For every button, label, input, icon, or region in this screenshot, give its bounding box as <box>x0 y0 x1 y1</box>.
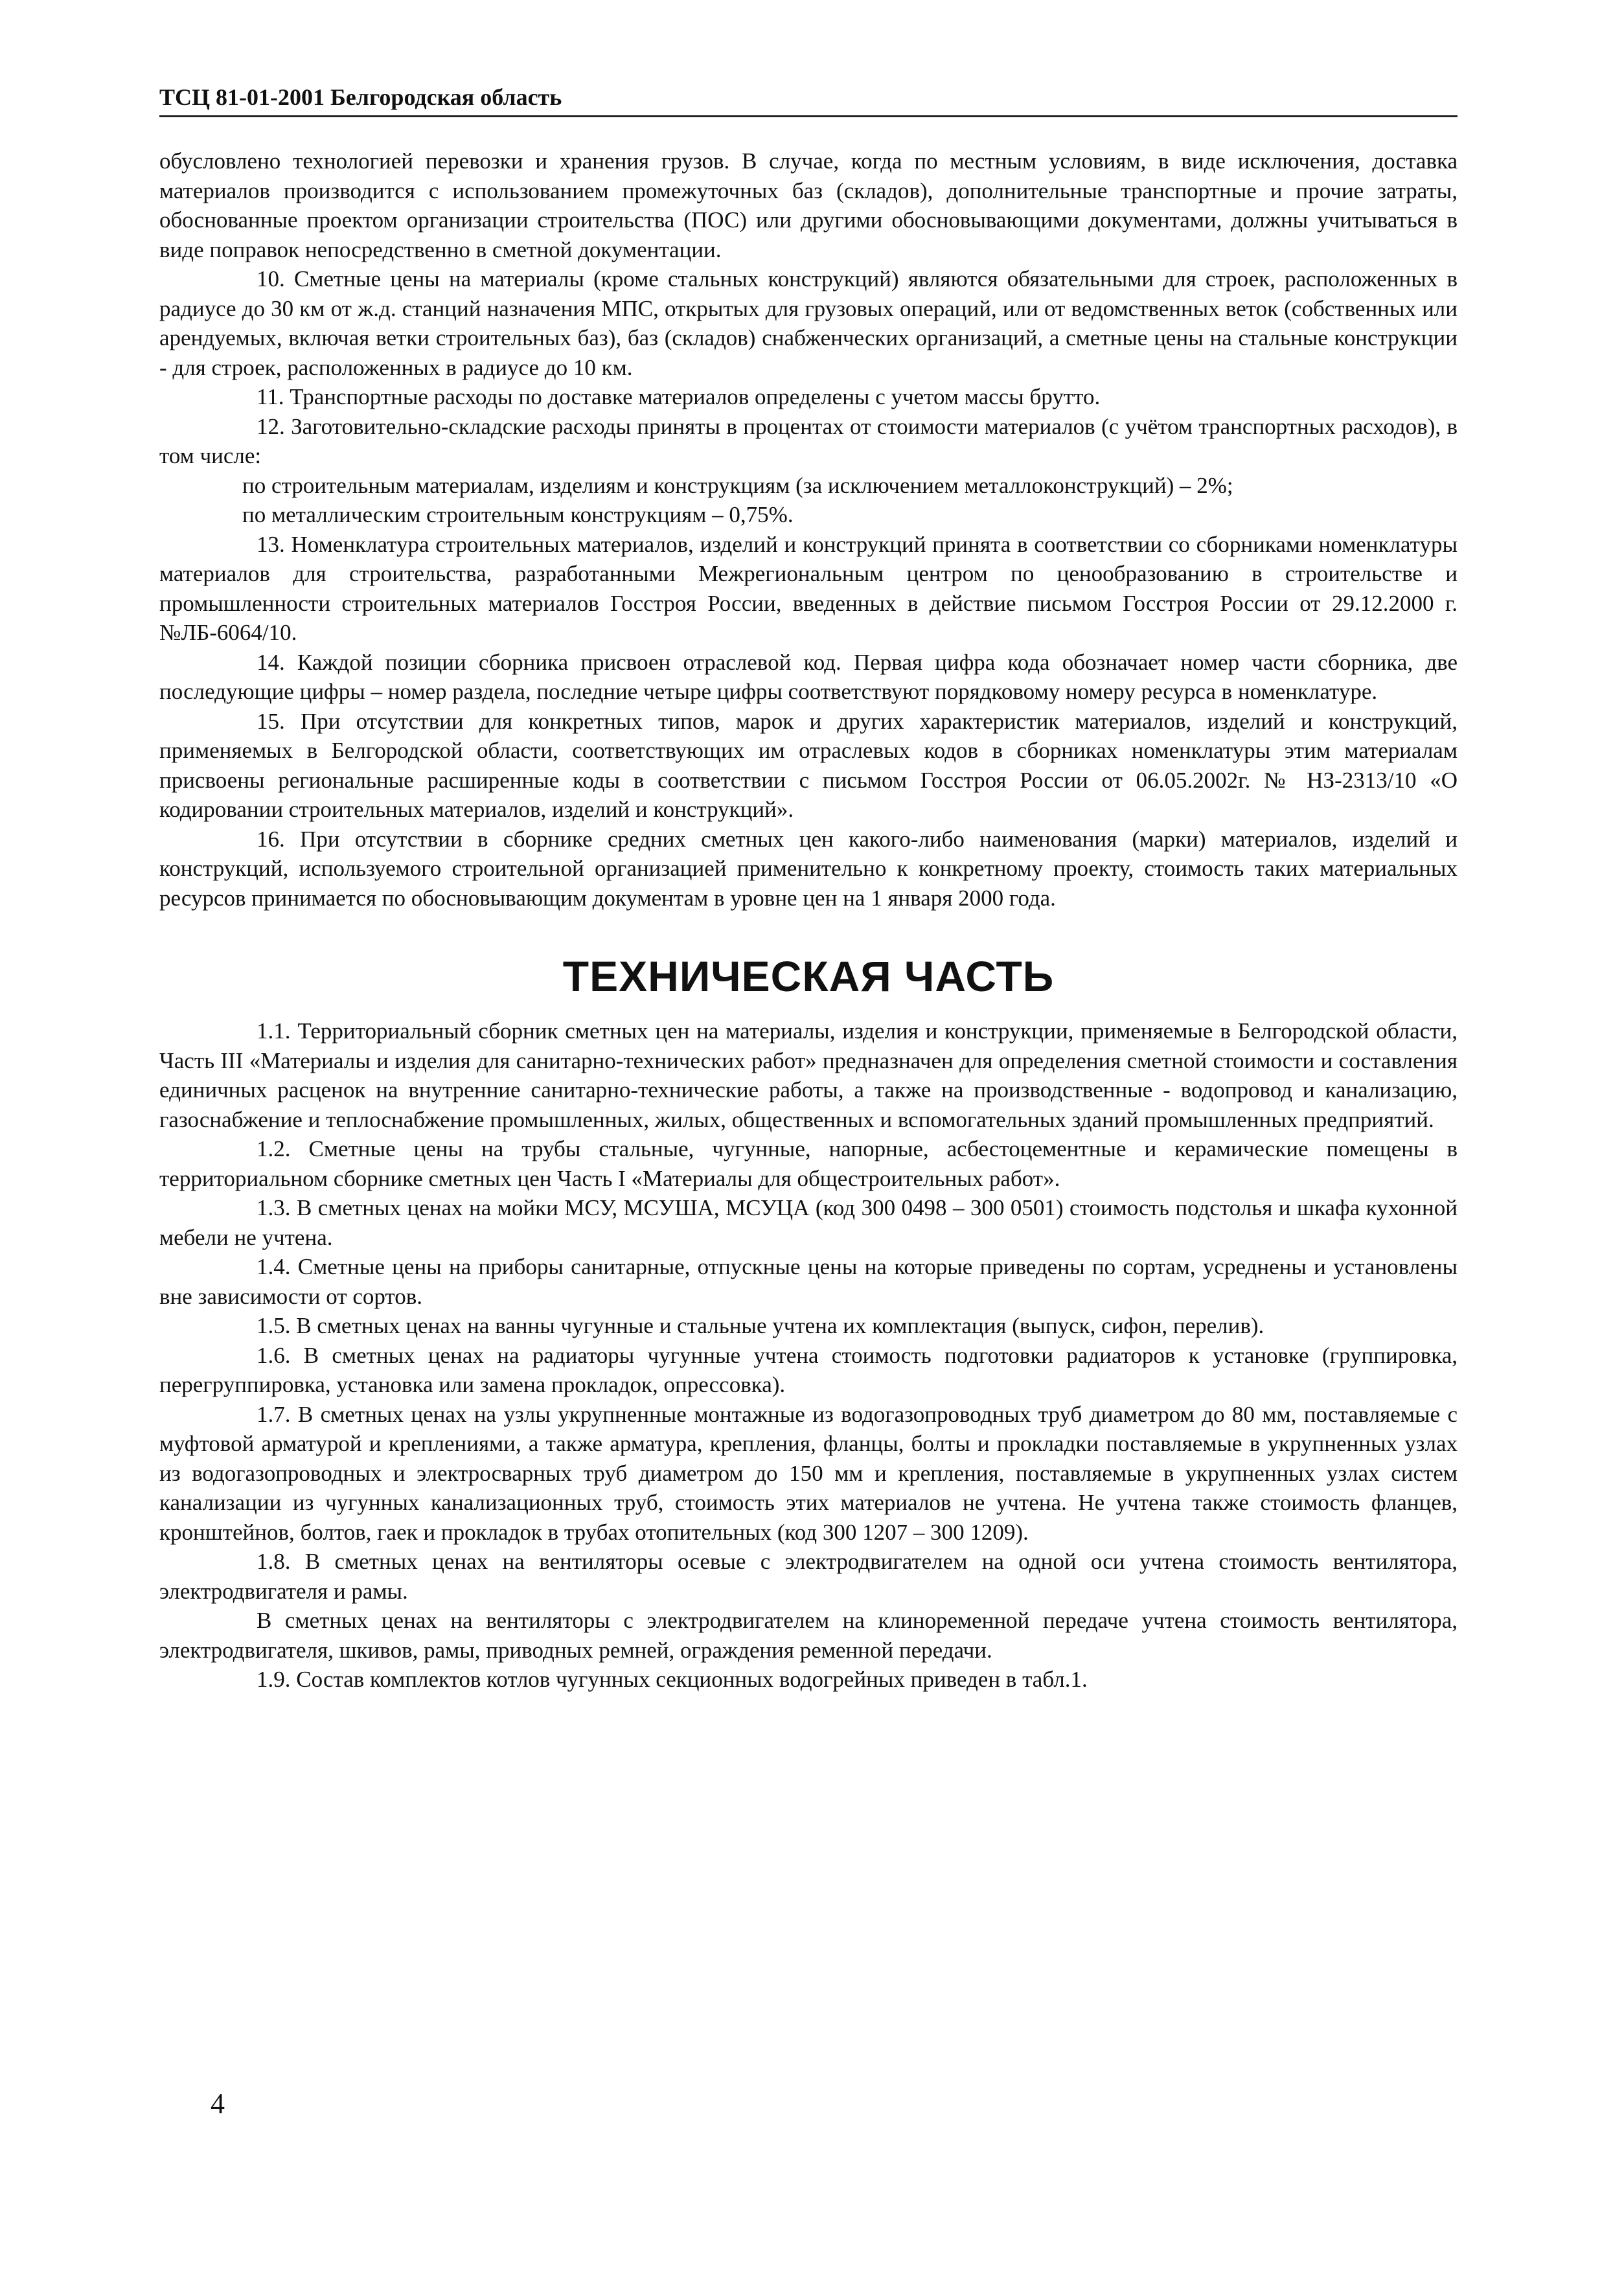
tech-paragraph-1-6: 1.6. В сметных ценах на радиаторы чугунные учтена стоимость подготовки радиаторов к установке (группировка, перегруппировка, установка или замена прокладок, опрессовка). <box>159 1342 1458 1397</box>
page-number: 4 <box>211 2088 225 2119</box>
page-body <box>159 146 1458 1695</box>
paragraph-10: 10. Сметные цены на материалы (кроме стальных конструкций) являются обязательными для строек, расположенных в радиусе до 30 км от ж.д. станций назначения МПС, открытых для грузовых операций, или от ведомственных веток (собственных или арендуемых, включая ветки строительных баз), баз (складов) снабженческих организаций, а сметные цены на стальные конструкции - для строек, расположенных в радиусе до 10 км. <box>159 266 1458 380</box>
paragraph-12-item-2: по металлическим строительным конструкциям – 0,75%. <box>242 502 794 527</box>
paragraph-continuation: обусловлено технологией перевозки и хранения грузов. В случае, когда по местным условиям, в виде исключения, доставка материалов производится с использованием промежуточных баз (складов), дополнительные транспортные и прочие затраты, обоснованные проектом организации строительства (ПОС) или другими обосновывающими документами, должны учитываться в виде поправок непосредственно в сметной документации. <box>159 148 1458 262</box>
paragraph-12-item-1: по строительным материалам, изделиям и конструкциям (за исключением металлоконструкций) – 2%; <box>242 472 1233 498</box>
tech-paragraph-1-8-cont: В сметных ценах на вентиляторы с электродвигателем на клиноременной передаче учтена стоимость вентилятора, электродвигателя, шкивов, рамы, приводных ремней, ограждения ременной передачи. <box>159 1608 1458 1663</box>
tech-paragraph-1-9: 1.9. Состав комплектов котлов чугунных секционных водогрейных приведен в табл.1. <box>257 1667 1088 1692</box>
tech-paragraph-1-8: 1.8. В сметных ценах на вентиляторы осевые с электродвигателем на одной оси учтена стоимость вентилятора, электродвигателя и рамы. <box>159 1549 1458 1604</box>
paragraph-15: 15. При отсутствии для конкретных типов, марок и других характеристик материалов, изделий и конструкций, применяемых в Белгородской области, соответствующих им отраслевых кодов в сборниках номенклатуры этим материалам присвоены региональные расширенные коды в соответствии с письмом Госстроя России от 06.05.2002г. № НЗ-2313/10 «О кодировании строительных материалов, изделий и конструкций». <box>159 708 1458 822</box>
tech-paragraph-1-5: 1.5. В сметных ценах на ванны чугунные и стальные учтена их комплектация (выпуск, сифон, перелив). <box>257 1313 1264 1338</box>
tech-paragraph-1-2: 1.2. Сметные цены на трубы стальные, чугунные, напорные, асбестоцементные и керамические помещены в территориальном сборнике сметных цен Часть I «Материалы для общестроительных работ». <box>159 1136 1458 1191</box>
paragraph-13: 13. Номенклатура строительных материалов, изделий и конструкций принята в соответствии со сборниками номенклатуры материалов для строительства, разработанными Межрегиональным центром по ценообразованию в строительстве и промышленности строительных материалов Госстроя России, введенных в действие письмом Госстроя России от 29.12.2000 г. №ЛБ-6064/10. <box>159 531 1458 645</box>
section-heading: ТЕХНИЧЕСКАЯ ЧАСТЬ <box>562 952 1055 1000</box>
paragraph-14: 14. Каждой позиции сборника присвоен отраслевой код. Первая цифра кода обозначает номер части сборника, две последующие цифры – номер раздела, последние четыре цифры соответствуют порядковому номеру ресурса в номенклатуре. <box>159 649 1458 704</box>
running-header: ТСЦ 81-01-2001 Белгородская область <box>159 83 1458 117</box>
tech-paragraph-1-4: 1.4. Сметные цены на приборы санитарные, отпускные цены на которые приведены по сортам, усреднены и установлены вне зависимости от сортов. <box>159 1254 1458 1309</box>
tech-paragraph-1-3: 1.3. В сметных ценах на мойки МСУ, МСУША, МСУЦА (код 300 0498 – 300 0501) стоимость подстолья и шкафа кухонной мебели не учтена. <box>159 1195 1458 1250</box>
paragraph-16: 16. При отсутствии в сборнике средних сметных цен какого-либо наименования (марки) материалов, изделий и конструкций, используемого строительной организацией применительно к конкретному проекту, стоимость таких материальных ресурсов принимается по обосновывающим документам в уровне цен на 1 января 2000 года. <box>159 826 1458 911</box>
paragraph-11: 11. Транспортные расходы по доставке материалов определены с учетом массы брутто. <box>257 384 1101 409</box>
tech-paragraph-1-1: 1.1. Территориальный сборник сметных цен на материалы, изделия и конструкции, применяемые в Белгородской области, Часть III «Материалы и изделия для санитарно-технических работ» предназначен для определения сметной стоимости и составления единичных расценок на внутренние санитарно-технические работы, а также на производственные - водопровод и канализацию, газоснабжение и теплоснабжение промышленных, жилых, общественных и вспомогательных зданий промышленных предприятий. <box>159 1018 1458 1132</box>
tech-paragraph-1-7: 1.7. В сметных ценах на узлы укрупненные монтажные из водогазопроводных труб диаметром до 80 мм, поставляемые с муфтовой арматурой и креплениями, а также арматура, крепления, фланцы, болты и прокладки поставляемые в укрупненных узлах из водогазопроводных и электросварных труб диаметром до 150 мм и крепления, поставляемые в укрупненных узлах систем канализации из чугунных канализационных труб, стоимость этих материалов не учтена. Не учтена также стоимость фланцев, кронштейнов, болтов, гаек и прокладок в трубах отопительных (код 300 1207 – 300 1209). <box>159 1401 1458 1545</box>
paragraph-12: 12. Заготовительно-складские расходы приняты в процентах от стоимости материалов (с учётом транспортных расходов), в том числе: <box>159 413 1458 468</box>
